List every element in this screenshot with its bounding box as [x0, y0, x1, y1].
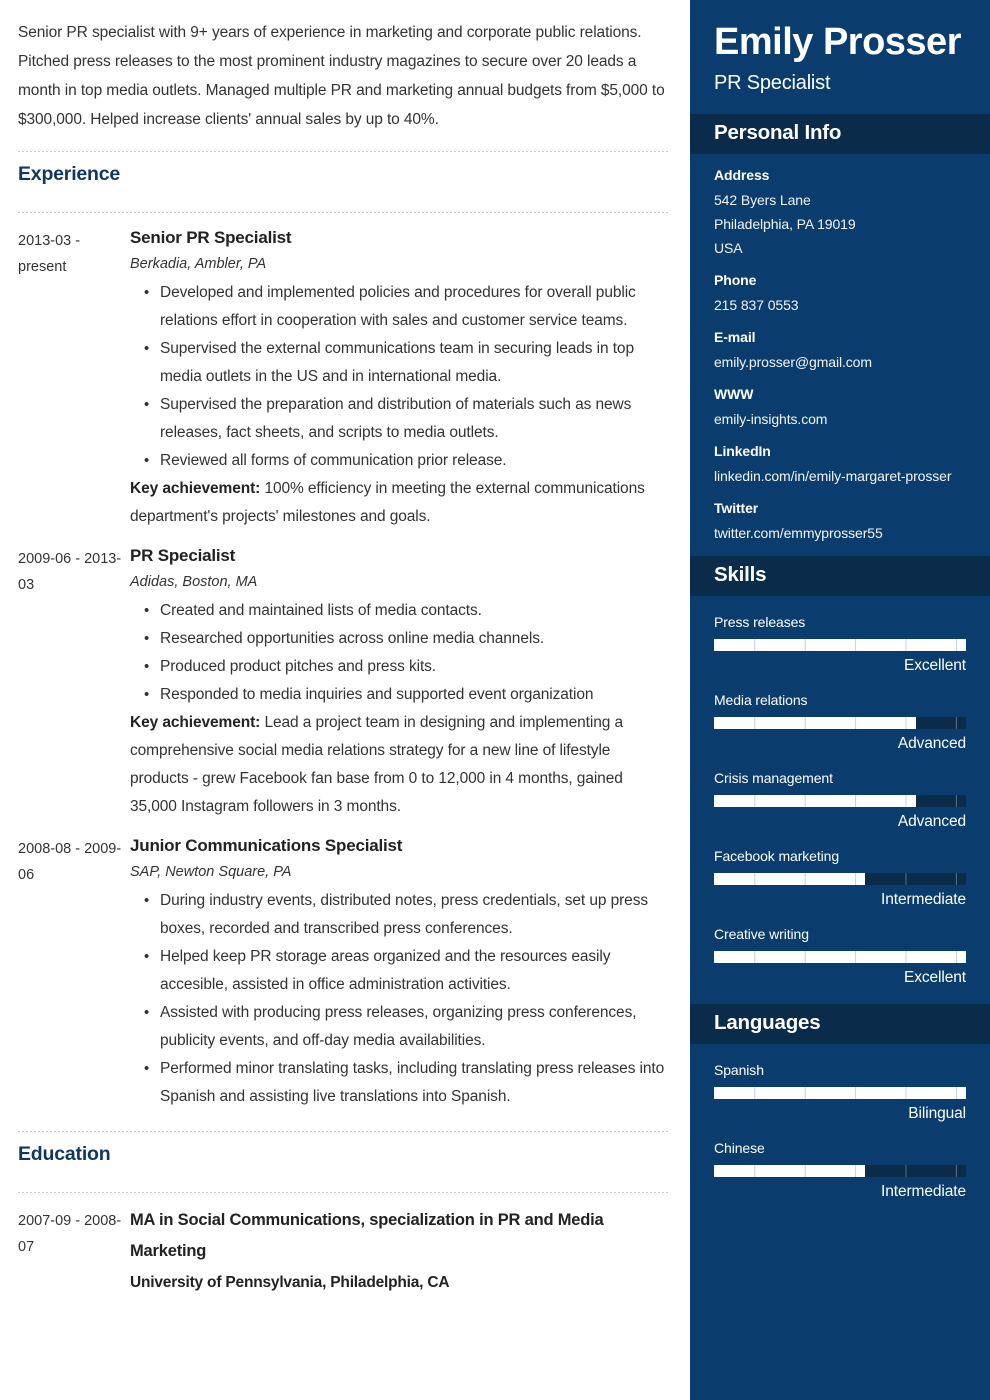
key-achievement-text: Lead a project team in designing and implementing a comprehensive social media relations strategy for a new line of lifestyle products - grew Facebook fan base from 0 to 12,000 in 4 months, gained 35,000 Instagram followers in 3 months. [130, 714, 623, 815]
section-title-skills: Skills [714, 563, 767, 586]
section-header-skills [690, 556, 990, 596]
info-group-twitter [714, 496, 966, 547]
entry-dates: 2007-09 - 2008-07 [18, 1213, 122, 1255]
info-group-address [714, 163, 966, 268]
education-entry [18, 1193, 668, 1298]
info-value[interactable]: twitter.com/emmyprosser55 [714, 525, 883, 541]
language-bar-ticks [714, 1087, 966, 1099]
skill-bar [714, 639, 966, 651]
language-level: Bilingual [908, 1105, 966, 1122]
job-title: PR Specialist [130, 546, 236, 565]
language-item [714, 1131, 966, 1209]
info-value: USA [714, 240, 743, 256]
entry-dates: 2013-03 - present [18, 233, 81, 275]
info-label: E-mail [714, 329, 756, 345]
skill-item [714, 761, 966, 839]
skill-level: Intermediate [881, 891, 966, 908]
section-header-personal-info [690, 114, 990, 154]
info-value: 542 Byers Lane [714, 192, 811, 208]
skill-bar [714, 795, 966, 807]
list-item: • Performed minor translating tasks, including translating press releases into Spanish and assisting live translations into Spanish. [144, 1055, 668, 1111]
info-group-phone [714, 268, 966, 325]
list-item: • Responded to media inquiries and supported event organization [144, 681, 668, 709]
professional-summary: Senior PR specialist with 9+ years of experience in marketing and corporate public relations. Pitched press releases to the most prominent industry magazines to secure over 20 leads a month in top media outlets. Managed multiple PR and marketing annual budgets from $5,000 to $300,000. Helped increase clients' annual sales by up to 40%. [18, 24, 665, 128]
skill-bar-ticks [714, 717, 966, 729]
list-item: • Reviewed all forms of communication prior release. [144, 447, 668, 475]
job-bullets [130, 279, 668, 475]
job-company: SAP, Newton Square, PA [130, 864, 292, 880]
list-item: • During industry events, distributed notes, press credentials, set up press boxes, recorded and transcribed press conferences. [144, 887, 668, 943]
experience-entry [18, 531, 668, 821]
skill-item [714, 605, 966, 683]
skill-bar [714, 873, 966, 885]
skill-bar [714, 717, 966, 729]
list-item: • Researched opportunities across online media channels. [144, 625, 668, 653]
info-group-www [714, 382, 966, 439]
section-title-education: Education [18, 1143, 111, 1165]
info-value[interactable]: 215 837 0553 [714, 297, 799, 313]
section-title-languages: Languages [714, 1011, 821, 1034]
section-title-experience: Experience [18, 163, 121, 185]
candidate-role: PR Specialist [714, 72, 831, 94]
list-item: • Helped keep PR storage areas organized and the resources easily accesible, assisted in office administration activities. [144, 943, 668, 999]
sidebar-header [690, 0, 990, 114]
education-school: University of Pennsylvania, Philadelphia, CA [130, 1274, 450, 1291]
skill-name: Press releases [714, 614, 806, 630]
entry-body [130, 1205, 668, 1298]
list-item: • Supervised the external communications team in securing leads in top media outlets in the US and in international media. [144, 335, 668, 391]
job-bullets [130, 597, 668, 709]
language-name: Chinese [714, 1140, 765, 1156]
language-item [714, 1053, 966, 1131]
skill-level: Excellent [904, 657, 966, 674]
experience-entry [18, 213, 668, 531]
skill-name: Crisis management [714, 770, 833, 786]
key-achievement-label: Key achievement: [130, 480, 261, 497]
info-label: Address [714, 167, 770, 183]
skill-name: Media relations [714, 692, 808, 708]
info-label: Twitter [714, 500, 759, 516]
info-value[interactable]: emily-insights.com [714, 411, 828, 427]
skill-item [714, 917, 966, 995]
language-bar [714, 1087, 966, 1099]
skill-item [714, 839, 966, 917]
candidate-name: Emily Prosser [714, 21, 961, 63]
list-item: • Assisted with producing press releases, organizing press conferences, publicity events, and off-day media availabilities. [144, 999, 668, 1055]
entry-dates: 2009-06 - 2013-03 [18, 551, 122, 593]
skill-bar [714, 951, 966, 963]
personal-info-body [690, 154, 990, 547]
language-bar-ticks [714, 1165, 966, 1177]
skill-level: Advanced [897, 735, 966, 752]
job-title: Junior Communications Specialist [130, 836, 403, 855]
job-company: Berkadia, Ambler, PA [130, 256, 267, 272]
language-name: Spanish [714, 1062, 764, 1078]
language-level: Intermediate [881, 1183, 966, 1200]
info-value: Philadelphia, PA 19019 [714, 216, 856, 232]
key-achievement-label: Key achievement: [130, 714, 261, 731]
skill-level: Advanced [897, 813, 966, 830]
skill-bar-ticks [714, 951, 966, 963]
section-title-personal-info: Personal Info [714, 121, 842, 144]
list-item: • Produced product pitches and press kits. [144, 653, 668, 681]
list-item: • Supervised the preparation and distribution of materials such as news releases, fact sheets, and scripts to media outlets. [144, 391, 668, 447]
languages-body [690, 1044, 990, 1209]
list-item: • Developed and implemented policies and procedures for overall public relations effort in cooperation with sales and customer service teams. [144, 279, 668, 335]
info-group-linkedin [714, 439, 966, 496]
info-label: WWW [714, 386, 754, 402]
skill-bar-ticks [714, 795, 966, 807]
experience-entry [18, 821, 668, 1111]
skill-level: Excellent [904, 969, 966, 986]
key-achievement-text: 100% efficiency in meeting the external communications department's projects' milestones and goals. [130, 480, 645, 525]
key-achievement [130, 475, 668, 531]
skills-body [690, 596, 990, 995]
skill-name: Facebook marketing [714, 848, 840, 864]
info-value[interactable]: linkedin.com/in/emily-margaret-prosser [714, 468, 952, 484]
info-group-email [714, 325, 966, 382]
entry-body [130, 543, 668, 821]
job-title: Senior PR Specialist [130, 228, 292, 247]
section-header-languages [690, 1004, 990, 1044]
list-item: • Created and maintained lists of media contacts. [144, 597, 668, 625]
entry-dates: 2008-08 - 2009-06 [18, 841, 122, 883]
language-bar [714, 1165, 966, 1177]
education-degree: MA in Social Communications, specialization in PR and Media Marketing [130, 1211, 604, 1260]
info-value[interactable]: emily.prosser@gmail.com [714, 354, 872, 370]
skill-bar-ticks [714, 639, 966, 651]
info-label: LinkedIn [714, 443, 771, 459]
skill-item [714, 683, 966, 761]
skill-name: Creative writing [714, 926, 809, 942]
key-achievement [130, 709, 668, 821]
skill-bar-ticks [714, 873, 966, 885]
entry-body [130, 225, 668, 531]
info-label: Phone [714, 272, 757, 288]
entry-body [130, 833, 668, 1111]
job-bullets [130, 887, 668, 1111]
sidebar [690, 0, 990, 1400]
job-company: Adidas, Boston, MA [130, 574, 258, 590]
